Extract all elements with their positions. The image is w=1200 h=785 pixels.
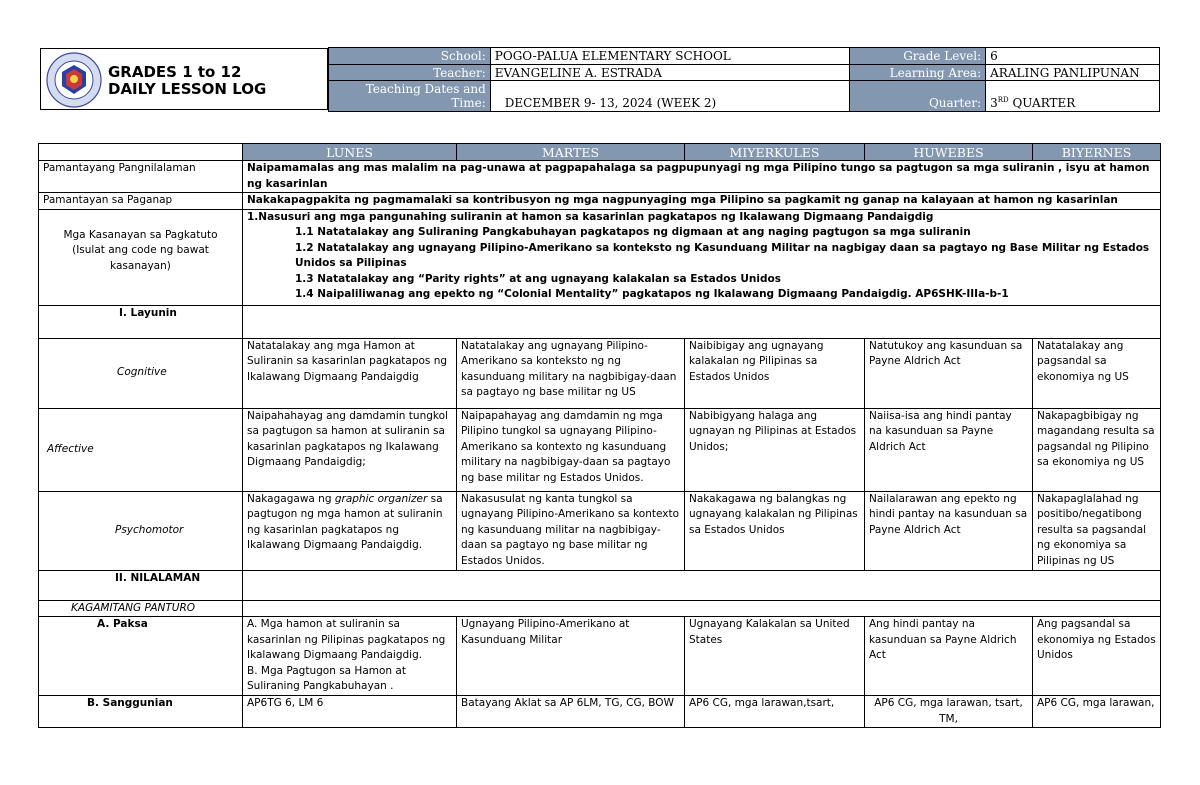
competencies-label-line-3: kasanayan)	[110, 259, 171, 272]
objectives-blank	[243, 305, 1161, 338]
psychomotor-monday-a: Nakagagawa ng	[247, 492, 335, 505]
title-line-1: GRADES 1 to 12	[108, 63, 242, 81]
performance-standard-label: Pamantayan sa Paganap	[39, 193, 243, 210]
references-thursday: AP6 CG, mga larawan, tsart, TM,	[865, 696, 1033, 728]
references-friday: AP6 CG, mga larawan,	[1033, 696, 1161, 728]
competencies-text	[243, 209, 1161, 305]
affective-wednesday: Nabibigyang halaga ang ugnayan ng Pilipinas at Estados Unidos;	[685, 408, 865, 491]
performance-standard-row	[39, 193, 1161, 210]
days-header-blank	[39, 144, 243, 161]
day-thursday: HUWEBES	[865, 144, 1033, 161]
quarter-ordinal: RD	[997, 96, 1009, 104]
quarter-label: Quarter:	[850, 81, 986, 112]
cognitive-label: Cognitive	[39, 338, 243, 408]
grade-label: Grade Level:	[850, 48, 986, 65]
objectives-row	[39, 305, 1161, 338]
cognitive-tuesday: Natatalakay ang ugnayang Pilipino-Amerikano sa konteksto ng ng kasunduang military na nagbibigay-daan sa pagtayo ng base militar ng US	[457, 338, 685, 408]
topic-friday: Ang pagsandal sa ekonomiya ng Estados Unidos	[1033, 617, 1161, 696]
affective-row	[39, 408, 1161, 491]
psychomotor-friday: Nakapaglalahad ng positibo/negatibong resulta sa pagsandal ng ekonomiya sa Pilipinas ng US	[1033, 491, 1161, 570]
cognitive-row	[39, 338, 1161, 408]
references-wednesday: AP6 CG, mga larawan,tsart,	[685, 696, 865, 728]
dates-label-line-2: Time:	[451, 96, 486, 110]
psychomotor-row	[39, 491, 1161, 570]
content-standard-text: Naipamamalas ang mas malalim na pag-unawa at pagpapahalaga sa pagpupunyagi ng mga Pilipino tungo sa pagtugon sa mga suliranin , isyu at hamon ng kasarinlan	[243, 161, 1161, 193]
topic-monday	[243, 617, 457, 696]
day-monday: LUNES	[243, 144, 457, 161]
psychomotor-monday-b: sa pagtugon ng mga hamon at suliranin ng kasarinlan pagkatapos ng Ikalawang Digmaang Pandaigdig.	[247, 492, 443, 551]
topic-thursday: Ang hindi pantay na kasunduan sa Payne Aldrich Act	[865, 617, 1033, 696]
content-standard-row	[39, 161, 1161, 193]
cognitive-friday: Natatalakay ang pagsandal sa ekonomiya ng US	[1033, 338, 1161, 408]
teaching-dates-label	[329, 81, 491, 112]
competency-line-1-4: 1.4 Naipaliliwanag ang epekto ng “Colonial Mentality” pagkatapos ng Ikalawang Digmaang Pandaigdig. AP6SHK-IIIa-b-1	[295, 288, 1009, 300]
days-header-row	[39, 144, 1161, 161]
learning-area-value: ARALING PANLIPUNAN	[986, 65, 1160, 81]
affective-label: Affective	[39, 408, 243, 491]
affective-friday: Nakapagbibigay ng magandang resulta sa pagsandal ng Pilipino sa ekonomiya ng US	[1033, 408, 1161, 491]
day-friday: BIYERNES	[1033, 144, 1161, 161]
topic-tuesday: Ugnayang Pilipino-Amerikano at Kasunduang Militar	[457, 617, 685, 696]
topic-label: A. Paksa	[39, 617, 243, 696]
content-section-row	[39, 570, 1161, 600]
content-standard-label: Pamantayang Pangnilalaman	[39, 161, 243, 193]
cognitive-monday: Natatalakay ang mga Hamon at Suliranin sa kasarinlan pagkatapos ng Ikalawang Digmaang Pandaigdig	[243, 338, 457, 408]
references-label: B. Sanggunian	[39, 696, 243, 728]
references-tuesday: Batayang Aklat sa AP 6LM, TG, CG, BOW	[457, 696, 685, 728]
topic-monday-b: B. Mga Pagtugon sa Hamon at Suliraning Pangkabuhayan .	[247, 664, 406, 692]
materials-blank	[243, 600, 1161, 617]
dates-label-line-1: Teaching Dates and	[365, 82, 486, 96]
competencies-row	[39, 209, 1161, 305]
affective-thursday: Naiisa-isa ang hindi pantay na kasunduan sa Payne Aldrich Act	[865, 408, 1033, 491]
content-section-blank	[243, 570, 1161, 600]
competencies-label-line-1: Mga Kasanayan sa Pagkatuto	[63, 228, 218, 241]
performance-standard-text: Nakakapagpakita ng pagmamalaki sa kontribusyon ng mga nagpunyaging mga Pilipino sa pagkamit ng ganap na kalayaan at hamon ng kasarinlan	[243, 193, 1161, 210]
page-title	[108, 64, 266, 98]
affective-monday: Naipahahayag ang damdamin tungkol sa pagtugon sa hamon at suliranin sa kasarinlan pagkatapos ng Ikalawang Digmaang Pandaigdig;	[243, 408, 457, 491]
quarter-number: 3	[990, 96, 998, 110]
competencies-label	[39, 209, 243, 305]
materials-label: KAGAMITANG PANTURO	[39, 600, 243, 617]
learning-area-label: Learning Area:	[850, 65, 986, 81]
psychomotor-monday-italic: graphic organizer	[334, 492, 428, 505]
day-wednesday: MIYERKULES	[685, 144, 865, 161]
cognitive-wednesday: Naibibigay ang ugnayang kalakalan ng Pilipinas sa Estados Unidos	[685, 338, 865, 408]
deped-seal-logo	[46, 52, 102, 108]
day-tuesday: MARTES	[457, 144, 685, 161]
school-label: School:	[329, 48, 491, 65]
teacher-label: Teacher:	[329, 65, 491, 81]
competency-line-1-1: 1.1 Natatalakay ang Suliraning Pangkabuhayan pagkatapos ng digmaan at ang naging pagtugon sa mga suliranin	[295, 226, 971, 238]
psychomotor-wednesday: Nakakagawa ng balangkas ng ugnayang kalakalan ng Pilipinas sa Estados Unidos	[685, 491, 865, 570]
competencies-label-line-2: (Isulat ang code ng bawat	[72, 244, 209, 256]
psychomotor-thursday: Nailalarawan ang epekto ng hindi pantay na kasunduan sa Payne Aldrich Act	[865, 491, 1033, 570]
lesson-log-table	[38, 143, 1161, 728]
materials-row	[39, 600, 1161, 617]
topic-row	[39, 617, 1161, 696]
teaching-dates-value: DECEMBER 9- 13, 2024 (WEEK 2)	[490, 81, 849, 112]
quarter-value	[986, 81, 1160, 112]
cognitive-thursday: Natutukoy ang kasunduan sa Payne Aldrich Act	[865, 338, 1033, 408]
topic-wednesday: Ugnayang Kalakalan sa United States	[685, 617, 865, 696]
references-monday: AP6TG 6, LM 6	[243, 696, 457, 728]
references-row	[39, 696, 1161, 728]
affective-tuesday: Naipapahayag ang damdamin ng mga Pilipino tungkol sa ugnayang Pilipino-Amerikano sa kontexto ng kasunduang military na nagbibigay-daan sa pagtayo ng base militar ng Estados Unidos.	[457, 408, 685, 491]
school-value: POGO-PALUA ELEMENTARY SCHOOL	[490, 48, 849, 65]
content-section-label: II. NILALAMAN	[39, 570, 243, 600]
competency-line-1-3: 1.3 Natatalakay ang “Parity rights” at ang ugnayang kalakalan sa Estados Unidos	[295, 272, 781, 285]
objectives-label: I. Layunin	[39, 305, 243, 338]
competency-line-1-2: 1.2 Natatalakay ang ugnayang Pilipino-Amerikano sa konteksto ng Kasunduang Militar na nagbigay daan sa pagtayo ng Base Militar ng Estados Unidos sa Pilipinas	[295, 241, 1150, 269]
title-line-2: DAILY LESSON LOG	[108, 80, 267, 98]
psychomotor-label: Psychomotor	[39, 491, 243, 570]
topic-monday-a: A. Mga hamon at suliranin sa kasarinlan ng Pilipinas pagkatapos ng Ikalawang Digmaang Pandaigdig.	[247, 618, 446, 661]
psychomotor-tuesday: Nakasusulat ng kanta tungkol sa ugnayang Pilipino-Amerikano sa kontexto ng kasunduang militar na nagbibigay-daan sa pagtayo ng base militar ng Estados Unidos.	[457, 491, 685, 570]
school-info-table	[328, 47, 1160, 112]
teacher-value: EVANGELINE A. ESTRADA	[490, 65, 849, 81]
quarter-text: QUARTER	[1008, 96, 1076, 110]
competency-line-1: 1.Nasusuri ang mga pangunahing suliranin at hamon sa kasarinlan pagkatapos ng Ikalawang Digmaang Pandaigdig	[247, 210, 934, 223]
psychomotor-monday	[243, 491, 457, 570]
grade-value: 6	[986, 48, 1160, 65]
